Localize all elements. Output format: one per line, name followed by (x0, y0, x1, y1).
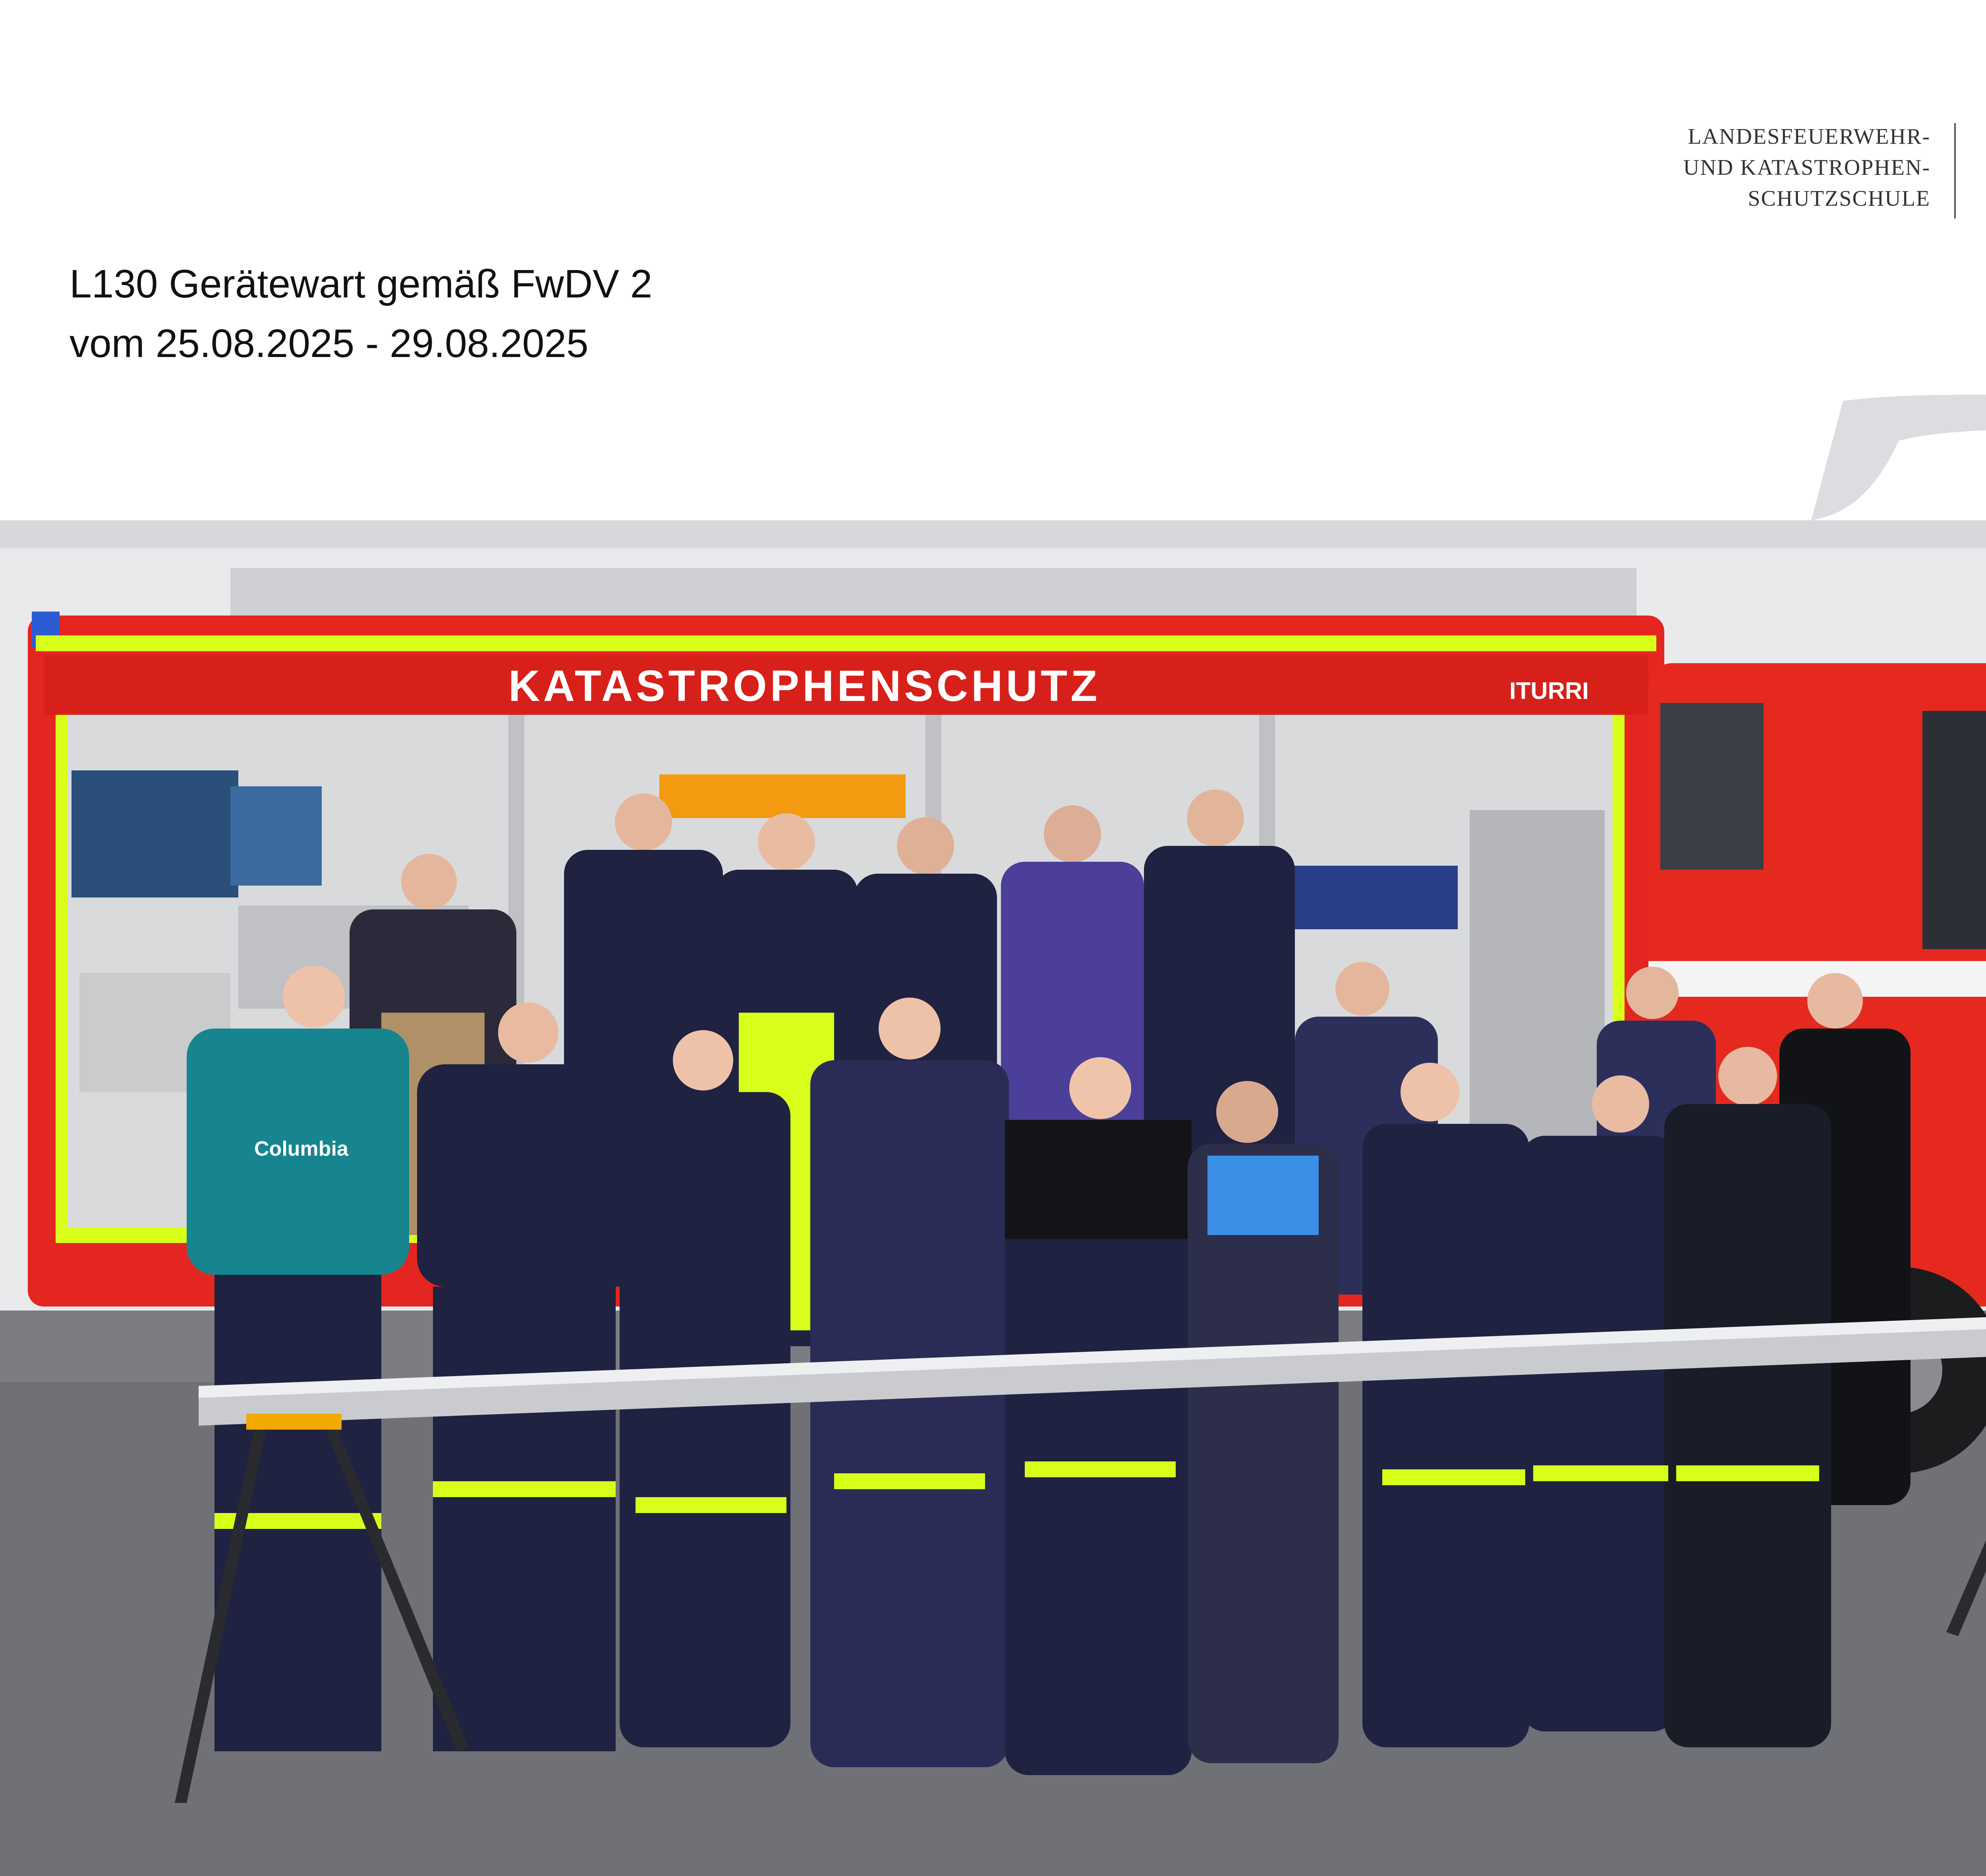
reflective-left-edge (56, 715, 68, 1243)
vehicle-brand: ITURRI (1509, 677, 1589, 704)
school-name-line-3: SCHUTZSCHULE (1748, 186, 1930, 211)
group-photo-canvas (0, 393, 1986, 1876)
school-name (1660, 121, 1930, 214)
vehicle-label: KATASTROPHENSCHUTZ (508, 662, 1101, 710)
tool-case-blue-2 (230, 786, 322, 886)
building-fascia (0, 520, 1986, 548)
warning-lights (659, 774, 906, 818)
school-name-line-2: UND KATASTROPHEN- (1683, 155, 1930, 180)
course-dates: vom 25.08.2025 - 29.08.2025 (70, 321, 589, 366)
logo-divider (1954, 123, 1956, 218)
group-photo (0, 393, 1986, 1876)
truck-grille (1660, 703, 1764, 870)
truck-windshield (1922, 711, 1986, 949)
tool-case-blue (71, 770, 238, 897)
course-title-block (70, 254, 652, 373)
shirt-text: Columbia (254, 1137, 348, 1160)
hose-reel (1291, 866, 1458, 929)
equipment-rack (1470, 810, 1605, 1168)
reflective-top-stripe (36, 635, 1656, 651)
institution-logo (1660, 115, 1986, 218)
course-title: L130 Gerätewart gemäß FwDV 2 (70, 262, 653, 306)
school-name-line-1: LANDESFEUERWEHR- (1688, 124, 1930, 149)
